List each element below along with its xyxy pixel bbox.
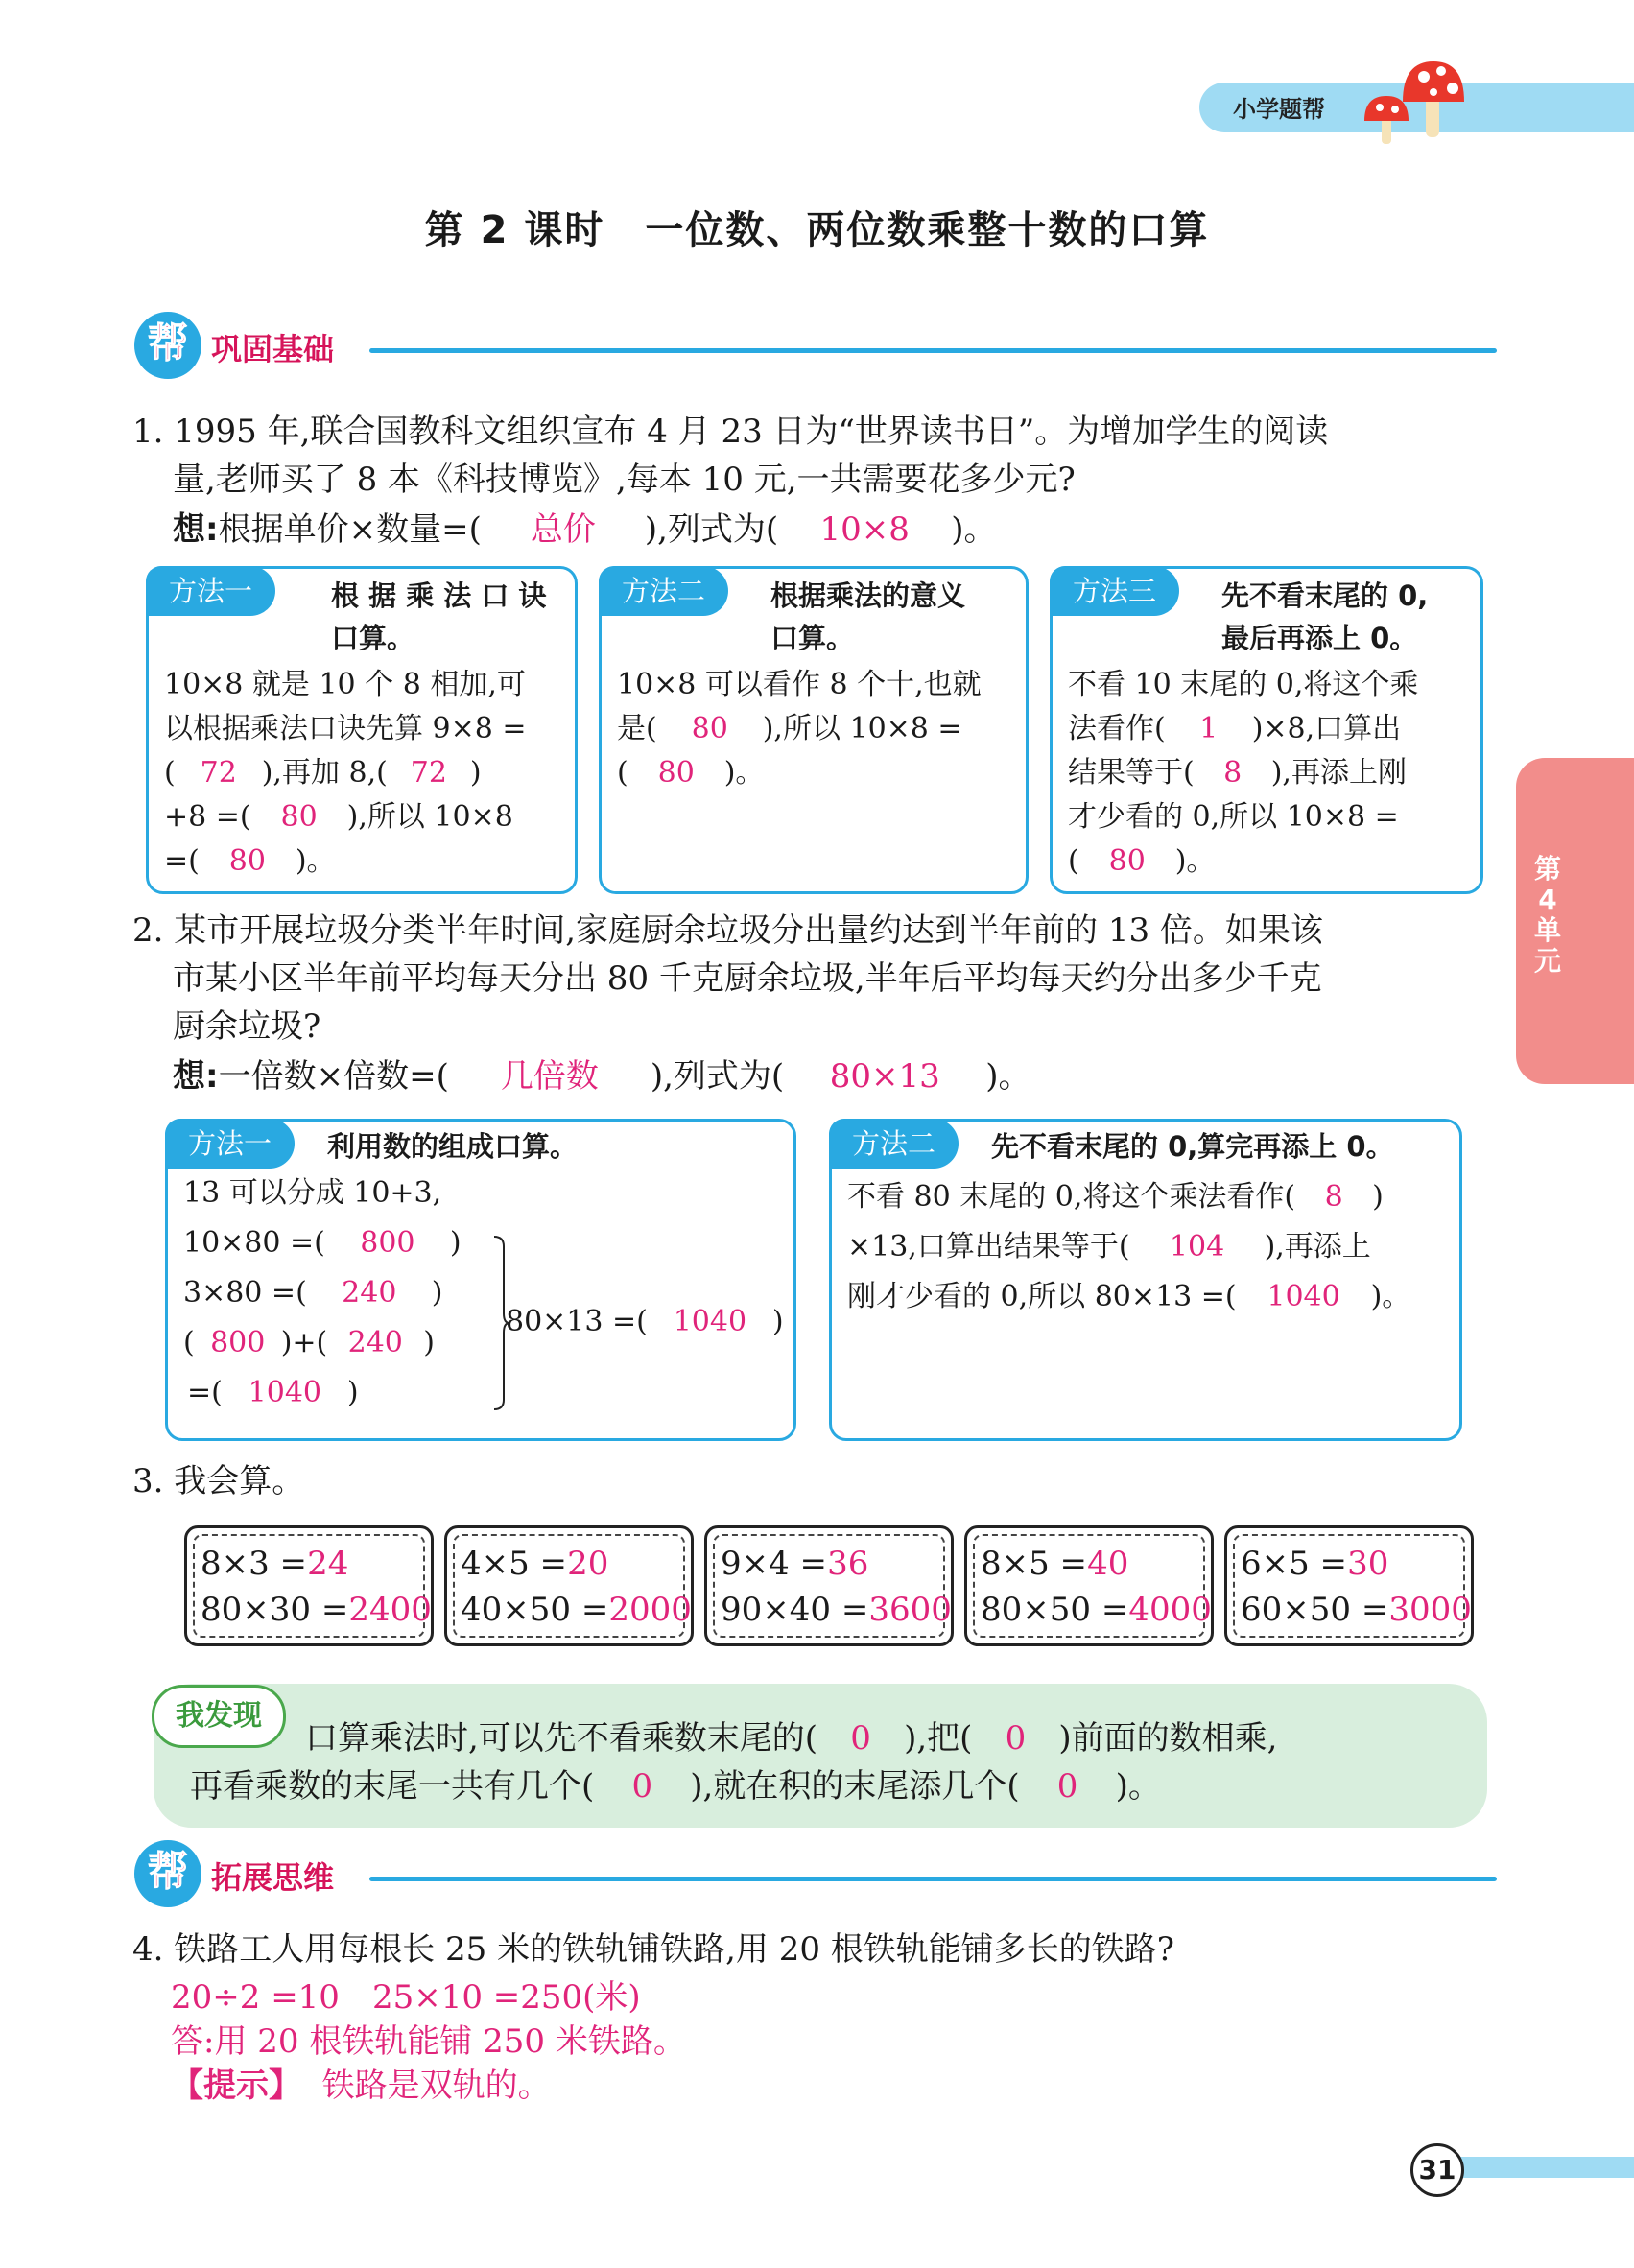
method-heading: 先不看末尾的 0,算完再添上 0。 — [991, 1130, 1394, 1163]
method-text: 3×80 =( 240 ) — [183, 1271, 443, 1315]
method-heading: 先不看末尾的 0, — [1221, 579, 1429, 612]
method-text: 13 可以分成 10+3, — [183, 1176, 442, 1210]
answer: 20 — [567, 1545, 609, 1583]
calc-row: 90×40 =3600 — [721, 1591, 952, 1629]
method-text: 以根据乘法口诀先算 9×8 = — [164, 712, 527, 745]
answer: 80 — [691, 712, 728, 745]
answer: 30 — [1347, 1545, 1389, 1583]
section-rule — [369, 1877, 1497, 1881]
q2-think — [173, 1055, 1030, 1098]
method-tag: 方法二 — [829, 1119, 959, 1169]
mushroom-icon — [1353, 56, 1468, 147]
method-heading-2: 口算。 — [770, 622, 855, 654]
calc-box — [964, 1525, 1214, 1646]
q4-hint — [171, 2065, 551, 2107]
lesson-title: 第 2 课时 一位数、两位数乘整十数的口算 — [424, 208, 1210, 252]
answer: 80 — [1108, 844, 1146, 878]
method-heading-2: 口算。 — [331, 622, 415, 654]
section-badge-char: 帮 — [147, 319, 188, 366]
answer: 1 — [1199, 712, 1219, 745]
calc-box — [1224, 1525, 1474, 1646]
section-title: 巩固基础 — [211, 331, 335, 367]
answer: 1040 — [248, 1376, 322, 1409]
method-heading: 根 据 乘 法 口 诀 — [331, 579, 547, 612]
calc-row: 6×5 =30 — [1241, 1545, 1389, 1583]
answer: 40 — [1087, 1545, 1129, 1583]
method-text: 刚才少看的 0,所以 80×13 =( 1040 )。 — [847, 1275, 1410, 1319]
answer: 0 — [1005, 1719, 1027, 1758]
q1-think-pre: 根据单价×数量=( — [218, 510, 482, 549]
discovery-line2: 再看乘数的末尾一共有几个( 0 ),就在积的末尾添几个( 0 )。 — [190, 1767, 1161, 1806]
q1-line1: 1. 1995 年,联合国教科文组织宣布 4 月 23 日为“世界读书日”。为增加学生的阅读 — [132, 413, 1329, 451]
footer-bar — [1458, 2157, 1634, 2178]
section-rule — [369, 348, 1497, 353]
method-text: 是( 80 ),所以 10×8 = — [617, 707, 962, 751]
calc-box — [184, 1525, 434, 1646]
section-extend-heading — [134, 1840, 1497, 1917]
method-text: 不看 80 末尾的 0,将这个乘法看作( 8 ) — [847, 1175, 1384, 1219]
answer: 240 — [342, 1276, 397, 1310]
method-text: 不看 10 末尾的 0,将这个乘 — [1068, 668, 1419, 701]
q1-think-mid: ),列式为( — [644, 510, 779, 549]
method-text: 10×8 就是 10 个 8 相加,可 — [164, 668, 526, 701]
answer: 24 — [307, 1545, 349, 1583]
calc-row: 80×50 =4000 — [981, 1591, 1212, 1629]
discovery-line1: 口算乘法时,可以先不看乘数末尾的( 0 ),把( 0 )前面的数相乘, — [305, 1719, 1278, 1758]
calc-row: 8×3 =24 — [201, 1545, 349, 1583]
answer: 1040 — [673, 1305, 747, 1338]
method-text: 10×8 可以看作 8 个十,也就 — [617, 668, 982, 701]
q2-line2: 市某小区半年前平均每天分出 80 千克厨余垃圾,半年后平均每天约分出多少千克 — [173, 959, 1322, 998]
answer: 72 — [200, 756, 237, 790]
method-text: +8 =( 80 ),所以 10×8 — [164, 795, 513, 839]
answer: 104 — [1169, 1230, 1225, 1264]
hint-label: 【提示】 — [171, 2067, 301, 2105]
section-basic-heading — [134, 312, 1497, 389]
answer: 80 — [657, 756, 695, 790]
answer: 80 — [228, 844, 266, 878]
section-title: 拓展思维 — [211, 1859, 335, 1896]
answer: 36 — [827, 1545, 869, 1583]
q2-method1-box — [165, 1119, 796, 1441]
method-text: ×13,口算出结果等于( 104 ),再添上 — [847, 1225, 1371, 1269]
think-label: 想: — [173, 1057, 219, 1096]
method-tag: 方法一 — [165, 1119, 295, 1169]
section-badge — [134, 312, 201, 379]
answer: 8 — [1324, 1180, 1343, 1214]
calc-row: 8×5 =40 — [981, 1545, 1129, 1583]
method-text: ( 80 )。 — [1068, 839, 1215, 884]
method-tag: 方法二 — [599, 566, 728, 616]
calc-row: 9×4 =36 — [721, 1545, 869, 1583]
q2-think-post: )。 — [985, 1057, 1031, 1096]
q3-label: 3. 我会算。 — [132, 1462, 305, 1500]
calc-row: 4×5 =20 — [461, 1545, 609, 1583]
q1-think-post: )。 — [951, 510, 997, 549]
section-badge — [134, 1840, 201, 1907]
calc-row: 80×30 =2400 — [201, 1591, 432, 1629]
method-text: =( 1040 ) — [187, 1371, 359, 1415]
q4-answer-text: 答:用 20 根铁轨能铺 250 米铁路。 — [171, 2022, 686, 2061]
answer: 72 — [410, 756, 447, 790]
unit-tab-label: 第4单元 — [1533, 853, 1561, 977]
q1-method3-box — [1050, 566, 1483, 894]
answer: 80 — [280, 800, 318, 834]
answer: 2400 — [348, 1591, 432, 1629]
q2-answer-1: 几倍数 — [500, 1057, 599, 1096]
answer: 0 — [631, 1767, 653, 1806]
method-heading: 根据乘法的意义 — [770, 579, 966, 612]
calc-box — [704, 1525, 954, 1646]
method-tag: 方法一 — [146, 566, 275, 616]
method-heading: 利用数的组成口算。 — [327, 1130, 579, 1163]
q1-method2-box — [599, 566, 1029, 894]
answer: 8 — [1223, 756, 1243, 790]
q1-line2: 量,老师买了 8 本《科技博览》,每本 10 元,一共需要花多少元? — [173, 461, 1076, 499]
answer: 0 — [850, 1719, 871, 1758]
answer: 1040 — [1267, 1280, 1340, 1313]
answer: 800 — [210, 1326, 266, 1359]
method-text: ( 80 )。 — [617, 751, 764, 795]
method-text: ( 800 )+( 240 ) — [183, 1321, 435, 1365]
method-text: 法看作( 1 )×8,口算出 — [1068, 707, 1401, 751]
q1-answer-1: 总价 — [530, 510, 596, 549]
brand-label: 小学题帮 — [1233, 96, 1325, 123]
q2-think-mid: ),列式为( — [650, 1057, 785, 1096]
q1-think — [173, 508, 996, 551]
discovery-badge: 我发现 — [152, 1685, 286, 1748]
answer: 4000 — [1128, 1591, 1212, 1629]
answer: 2000 — [608, 1591, 692, 1629]
method-text: 10×80 =( 800 ) — [183, 1221, 462, 1265]
answer: 0 — [1056, 1767, 1078, 1806]
calc-row: 40×50 =2000 — [461, 1591, 692, 1629]
method-tag: 方法三 — [1050, 566, 1179, 616]
q2-think-pre: 一倍数×倍数=( — [218, 1057, 449, 1096]
q2-method2-box — [829, 1119, 1462, 1441]
page-number: 31 — [1410, 2143, 1464, 2197]
answer: 3000 — [1388, 1591, 1472, 1629]
q1-method1-box — [146, 566, 578, 894]
section-badge-char: 帮 — [147, 1848, 188, 1895]
calc-row: 60×50 =3000 — [1241, 1591, 1472, 1629]
answer: 240 — [347, 1326, 403, 1359]
q2-line3: 厨余垃圾? — [173, 1007, 321, 1046]
answer: 800 — [360, 1226, 415, 1260]
calc-box — [444, 1525, 694, 1646]
method-text: 结果等于( 8 ),再添上刚 — [1068, 751, 1407, 795]
think-label: 想: — [173, 510, 219, 549]
method-text: 才少看的 0,所以 10×8 = — [1068, 800, 1399, 834]
answer: 3600 — [868, 1591, 952, 1629]
q2-line1: 2. 某市开展垃圾分类半年时间,家庭厨余垃圾分出量约达到半年前的 13 倍。如果该 — [132, 911, 1323, 950]
hint-text: 铁路是双轨的。 — [321, 2067, 551, 2105]
q4-answer-calc: 20÷2 =10 25×10 =250(米) — [171, 1978, 641, 2017]
method-text: =( 80 )。 — [164, 839, 336, 884]
q2-answer-2: 80×13 — [829, 1057, 940, 1096]
method-result: 80×13 =( 1040 ) — [506, 1300, 784, 1344]
q1-answer-2: 10×8 — [819, 510, 910, 549]
method-heading-2: 最后再添上 0。 — [1221, 622, 1418, 654]
q4-question: 4. 铁路工人用每根长 25 米的铁轨铺铁路,用 20 根铁轨能铺多长的铁路? — [132, 1930, 1175, 1969]
method-text: ( 72 ),再加 8,( 72 ) — [164, 751, 482, 795]
